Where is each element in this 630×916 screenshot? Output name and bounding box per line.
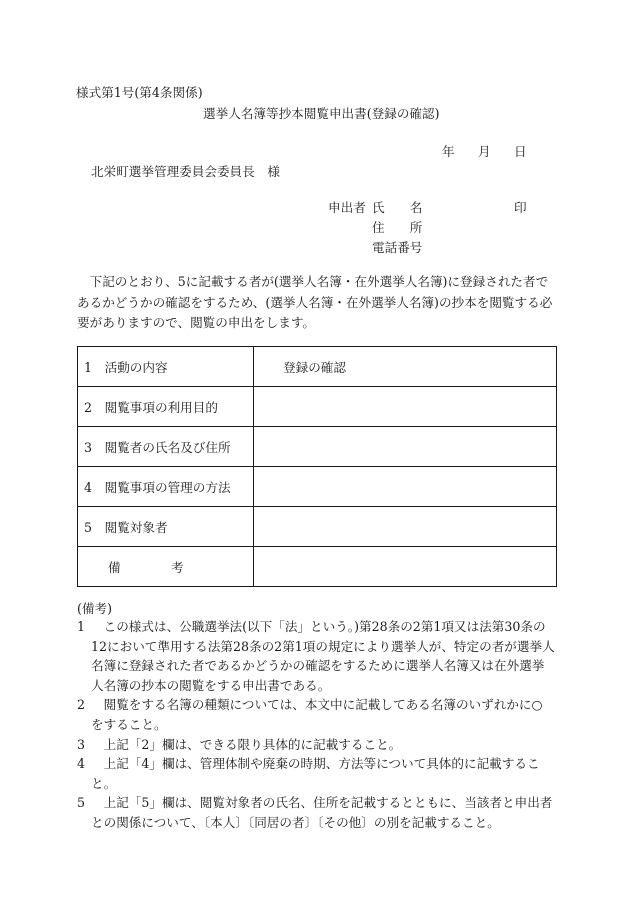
- table-row: [78, 547, 557, 587]
- row-label: 3 閲覧者の氏名及び住所: [78, 427, 254, 467]
- request-items-table: [77, 346, 557, 587]
- form-number: 様式第1号(第4条関係): [76, 85, 203, 100]
- table-row: [78, 347, 557, 387]
- table-row: [78, 467, 557, 507]
- list-item: [77, 735, 555, 755]
- remarks-row-label: 備 考: [78, 547, 254, 587]
- notes-list: [77, 617, 555, 833]
- list-item: [77, 617, 555, 695]
- note-number: 4: [77, 756, 86, 772]
- row-value[interactable]: [254, 427, 557, 467]
- row-label: 2 閲覧事項の利用目的: [78, 387, 254, 427]
- note-number: 3: [77, 736, 86, 752]
- document-title: 選挙人名簿等抄本閲覧申出書(登録の確認): [203, 106, 440, 121]
- row-value[interactable]: [254, 547, 557, 587]
- note-text: この様式は、公職選挙法(以下「法」という。)第28条の2第1項又は法第30条の12において準用する法第28条の2第1項の規定により選挙人が、特定の者が選挙人名簿に登録された者であるかどうかの確認をするために選挙人名簿又は在外選挙人名簿の抄本の閲覧をする申出書である。: [91, 619, 555, 693]
- note-text: 閲覧をする名簿の種類については、本文中に記載してある名簿のいずれかに○をすること。: [91, 697, 543, 732]
- table-row: [78, 427, 557, 467]
- table-row: [78, 387, 557, 427]
- row-label: 5 閲覧対象者: [78, 507, 254, 547]
- applicant-address-label: 住 所: [372, 220, 423, 235]
- row-value[interactable]: [254, 467, 557, 507]
- applicant-label: 申出者: [328, 200, 366, 215]
- seal-mark: 印: [514, 200, 527, 215]
- date-month: 月: [478, 144, 491, 159]
- row-value[interactable]: [254, 387, 557, 427]
- row-value[interactable]: [254, 507, 557, 547]
- date-day: 日: [514, 144, 527, 159]
- applicant-phone-label: 電話番号: [372, 240, 423, 255]
- note-text: 上記「5」欄は、閲覧対象者の氏名、住所を記載するとともに、当該者と申出者との関係について、〔本人〕〔同居の者〕〔その他〕の別を記載すること。: [91, 795, 553, 830]
- applicant-name-label: 氏 名: [372, 200, 423, 215]
- list-item: [77, 695, 555, 734]
- addressee: 北栄町選挙管理委員会委員長 様: [91, 164, 280, 179]
- note-text: 上記「2」欄は、できる限り具体的に記載すること。: [91, 736, 402, 752]
- table-row: [78, 507, 557, 547]
- list-item: [77, 793, 555, 832]
- date-year: 年: [442, 144, 455, 159]
- row-label: 1 活動の内容: [78, 347, 254, 387]
- note-number: 5: [77, 795, 86, 811]
- remarks-heading: (備考): [77, 601, 113, 616]
- date-line: [442, 141, 550, 160]
- note-number: 2: [77, 697, 86, 713]
- row-value[interactable]: 登録の確認: [254, 347, 557, 387]
- list-item: [77, 754, 555, 793]
- note-number: 1: [77, 619, 86, 634]
- row-label: 4 閲覧事項の管理の方法: [78, 467, 254, 507]
- note-text: 上記「4」欄は、管理体制や廃棄の時期、方法等について具体的に記載すること。: [91, 756, 540, 791]
- request-body-text: 下記のとおり、5に記載する者が(選挙人名簿・在外選挙人名簿)に登録された者であるかどうかの確認をするため、(選挙人名簿・在外選挙人名簿)の抄本を閲覧する必要がありますので、閲覧の申出をします。: [77, 274, 553, 330]
